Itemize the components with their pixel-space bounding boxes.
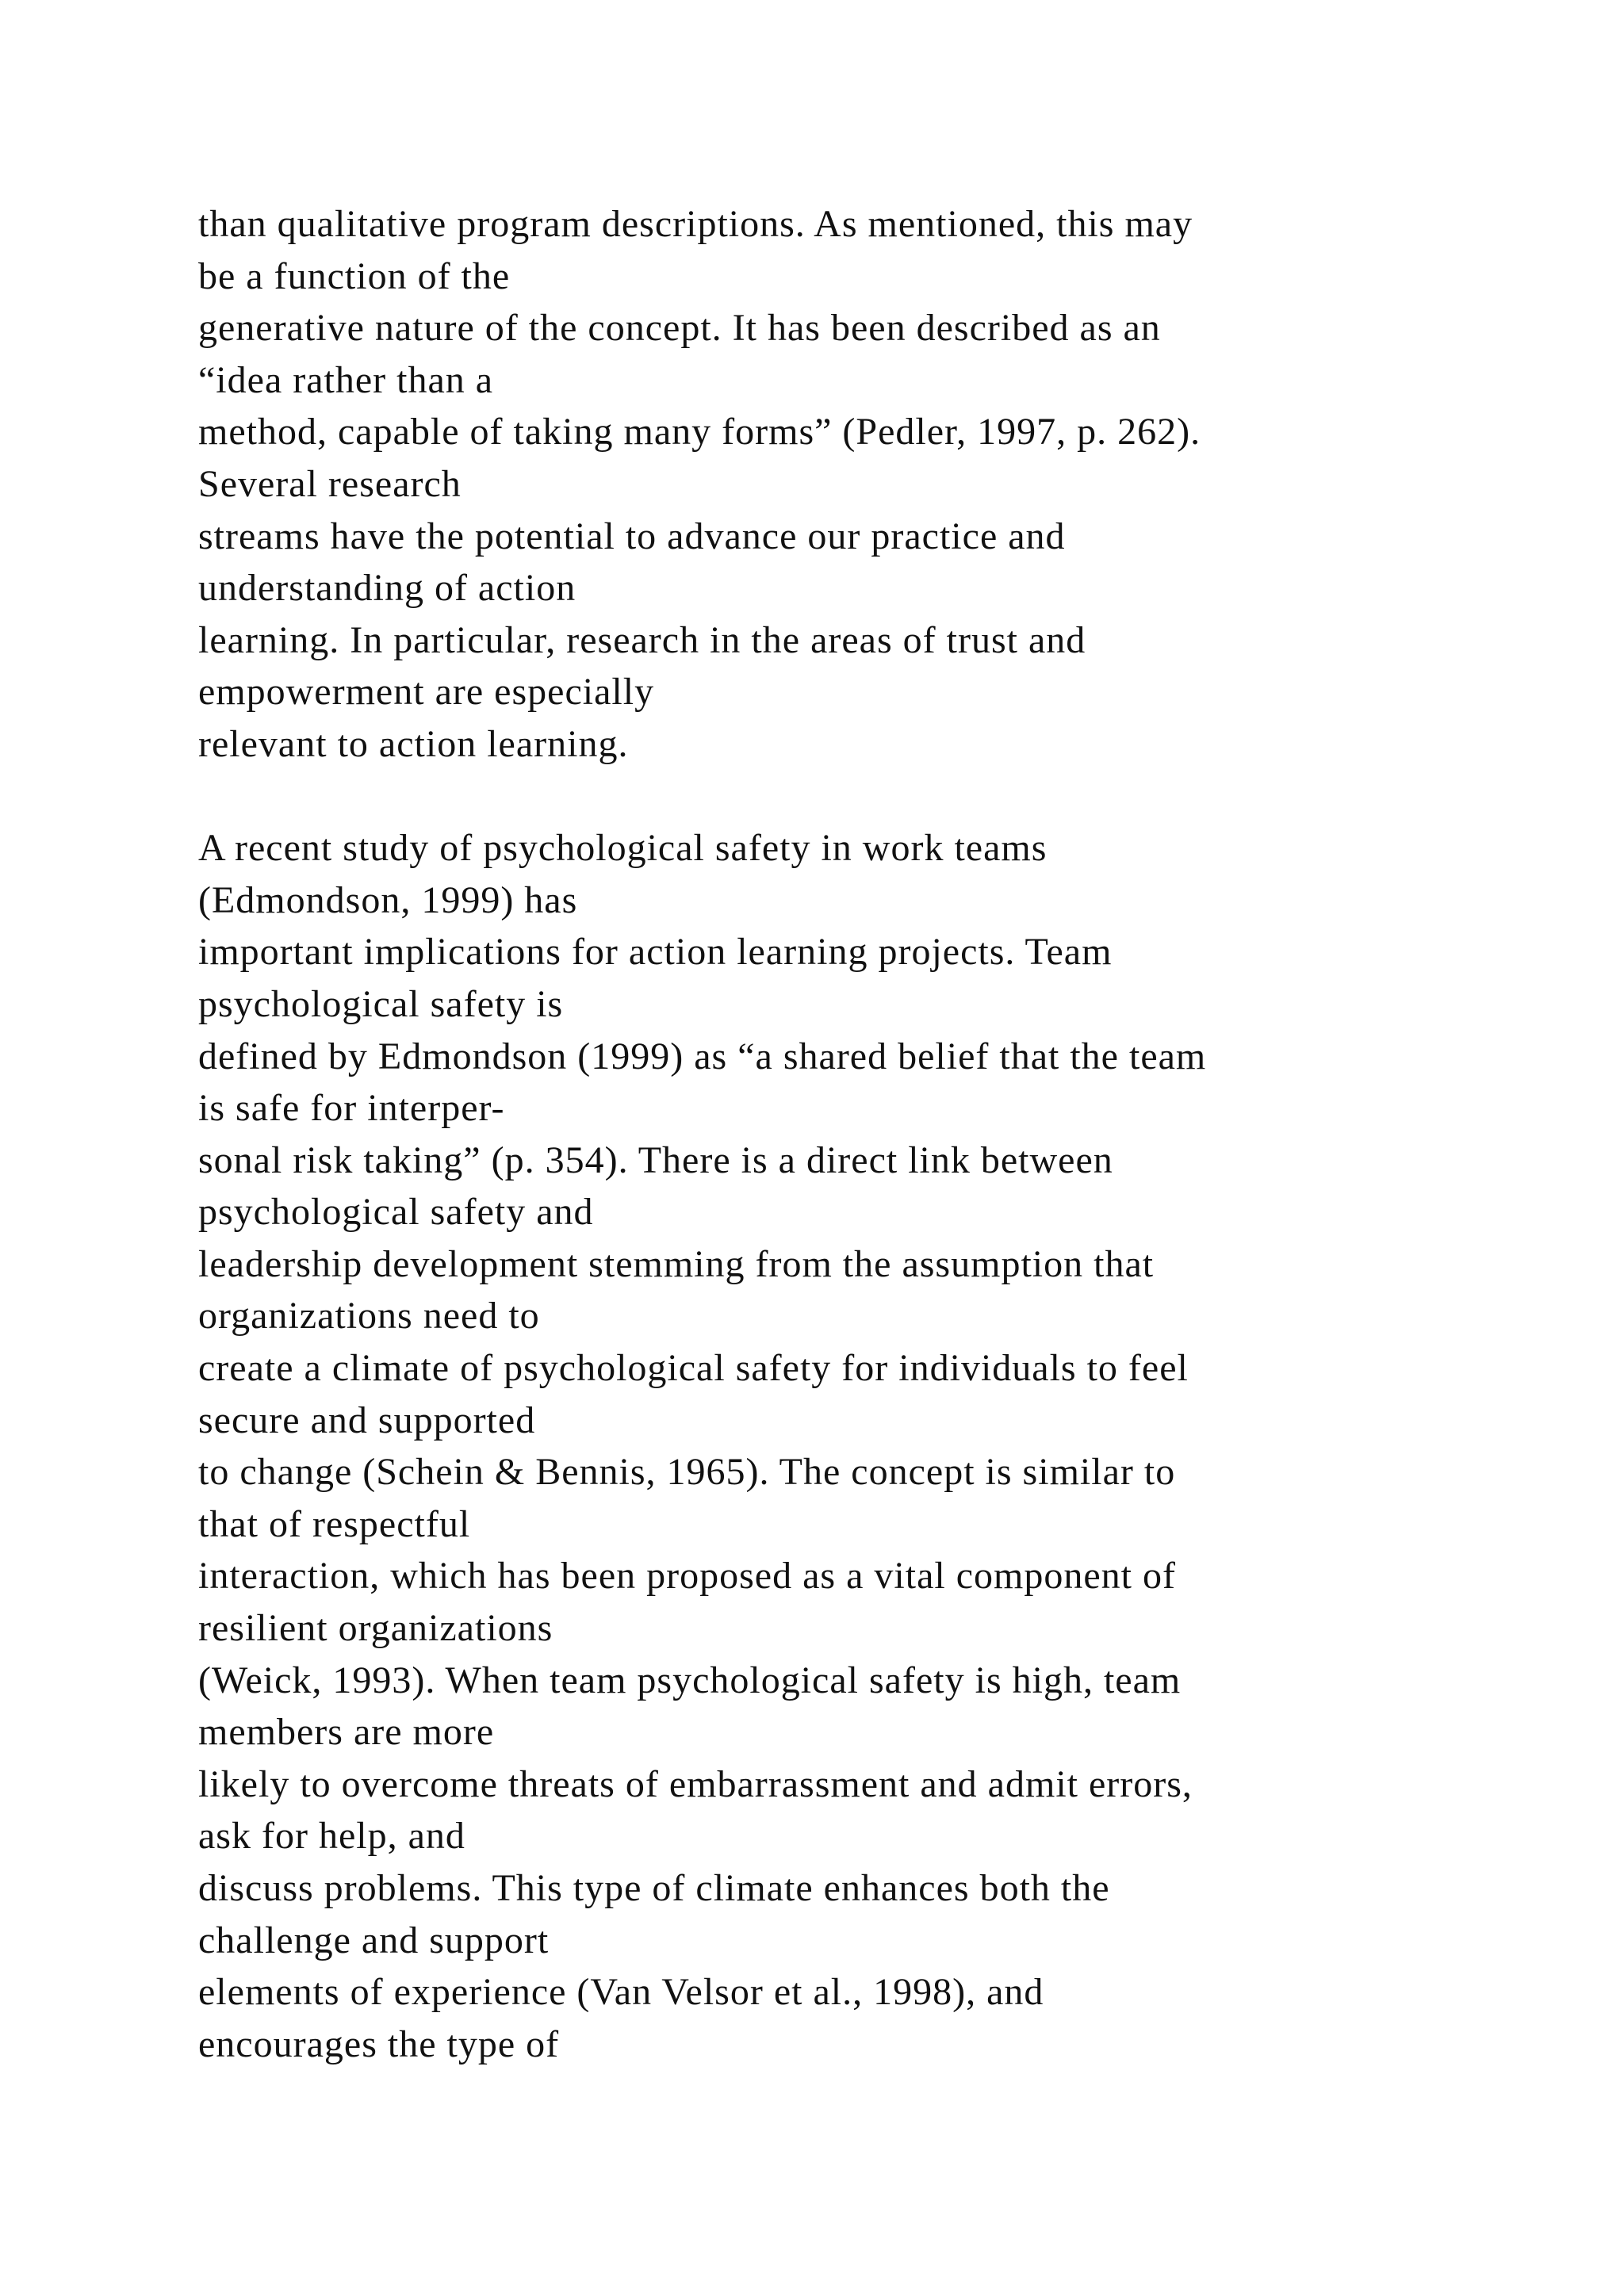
text-line: resilient organizations — [198, 1607, 553, 1650]
text-line: Several research — [198, 462, 462, 505]
text-line: streams have the potential to advance our practice and — [198, 515, 1066, 557]
text-line: leadership development stemming from the assumption that — [198, 1242, 1155, 1285]
text-line: learning. In particular, research in the areas of trust and — [198, 618, 1086, 661]
text-line: elements of experience (Van Velsor et al., 1998), and — [198, 1971, 1044, 2014]
text-line: important implications for action learning projects. Team — [198, 931, 1113, 974]
text-line: (Edmondson, 1999) has — [198, 878, 578, 921]
text-line: defined by Edmondson (1999) as “a shared belief that the team — [198, 1035, 1207, 1077]
text-line: method, capable of taking many forms” (Pedler, 1997, p. 262). — [198, 411, 1201, 453]
text-line: relevant to action learning. — [198, 722, 629, 765]
body-text — [198, 198, 1507, 2070]
text-line: sonal risk taking” (p. 354). There is a direct link between — [198, 1138, 1113, 1181]
text-line: to change (Schein & Bennis, 1965). The concept is similar to — [198, 1451, 1176, 1494]
text-line: challenge and support — [198, 1919, 550, 1961]
paragraph-1 — [198, 198, 1507, 771]
text-line: is safe for interper- — [198, 1087, 505, 1130]
paragraph-2 — [198, 822, 1507, 2070]
text-line: generative nature of the concept. It has been described as an — [198, 307, 1161, 350]
text-line: than qualitative program descriptions. As mentioned, this may — [198, 203, 1193, 245]
text-line: be a function of the — [198, 254, 511, 297]
text-line: psychological safety is — [198, 982, 564, 1025]
text-line: organizations need to — [198, 1295, 540, 1337]
text-line: understanding of action — [198, 567, 576, 610]
text-line: secure and supported — [198, 1399, 536, 1441]
text-line: interaction, which has been proposed as a vital component of — [198, 1555, 1176, 1598]
text-line: ask for help, and — [198, 1815, 465, 1858]
text-line: encourages the type of — [198, 2022, 560, 2065]
text-line: (Weick, 1993). When team psychological safety is high, team — [198, 1659, 1182, 1701]
text-line: empowerment are especially — [198, 671, 655, 714]
text-line: “idea rather than a — [198, 358, 494, 401]
text-line: A recent study of psychological safety in work teams — [198, 827, 1048, 870]
text-line: that of respectful — [198, 1502, 471, 1545]
text-line: likely to overcome threats of embarrassment and admit errors, — [198, 1762, 1193, 1805]
text-line: discuss problems. This type of climate enhances both the — [198, 1867, 1110, 1909]
text-line: psychological safety and — [198, 1191, 594, 1234]
text-line: create a climate of psychological safety for individuals to feel — [198, 1347, 1189, 1390]
paragraph-spacer — [198, 771, 1507, 823]
text-line: members are more — [198, 1711, 495, 1754]
